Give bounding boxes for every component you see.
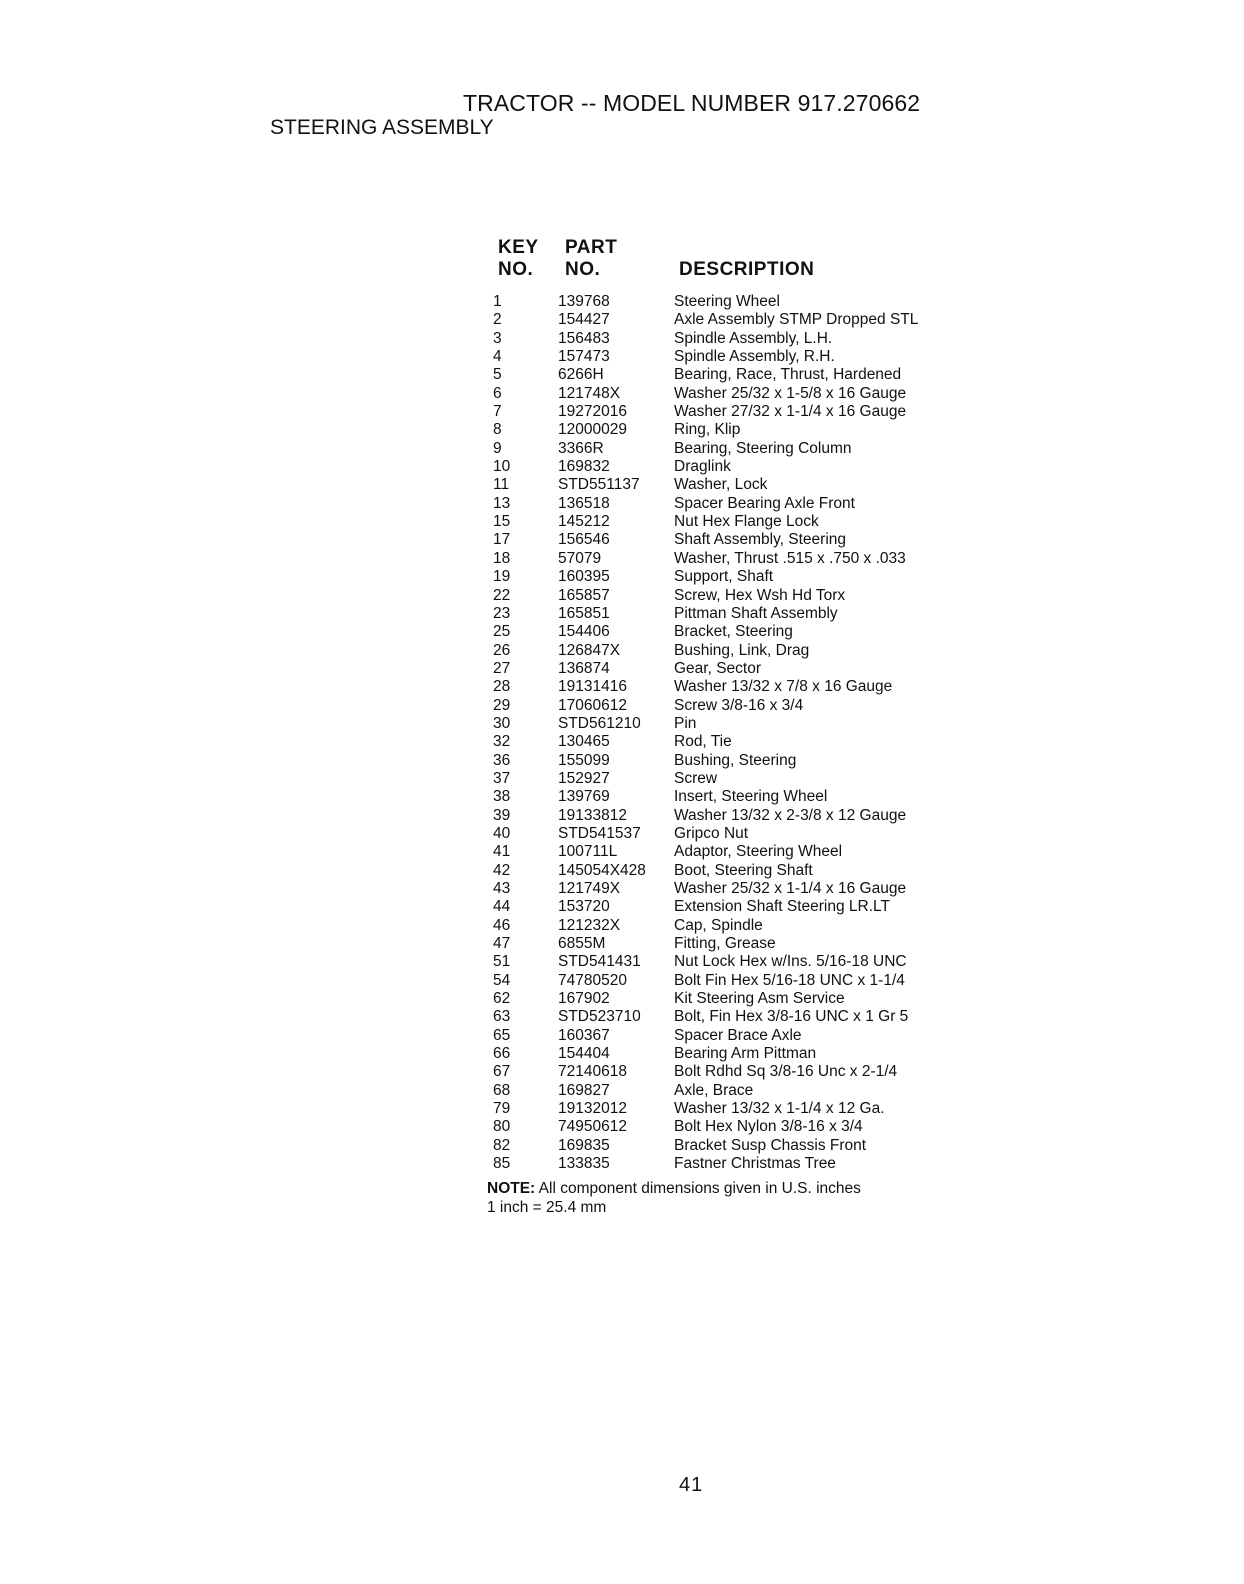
part-description: Washer 13/32 x 7/8 x 16 Gauge xyxy=(674,678,893,696)
table-row xyxy=(493,1082,918,1100)
part-description: Pin xyxy=(674,714,697,732)
part-number: 156546 xyxy=(558,531,610,549)
key-number: 37 xyxy=(493,769,511,787)
part-description: Bearing, Race, Thrust, Hardened xyxy=(674,366,902,384)
note-label: NOTE: xyxy=(487,1180,536,1197)
part-description: Kit Steering Asm Service xyxy=(674,990,845,1008)
section-title: STEERING ASSEMBLY xyxy=(270,116,494,139)
key-number: 13 xyxy=(493,494,511,512)
key-number: 2 xyxy=(493,311,502,329)
table-row xyxy=(493,293,918,311)
part-number: 169827 xyxy=(558,1081,610,1099)
part-number: STD561210 xyxy=(558,714,641,732)
part-number: 154404 xyxy=(558,1045,610,1063)
key-number: 36 xyxy=(493,751,511,769)
part-number: 152927 xyxy=(558,769,610,787)
part-number: 12000029 xyxy=(558,421,627,439)
key-number: 26 xyxy=(493,641,511,659)
table-row xyxy=(493,476,918,494)
part-description: Gripco Nut xyxy=(674,824,749,842)
table-row xyxy=(493,421,918,439)
key-number: 46 xyxy=(493,916,511,934)
page-title: TRACTOR -- MODEL NUMBER 917.270662 xyxy=(463,90,921,116)
table-row xyxy=(493,531,918,549)
key-number: 82 xyxy=(493,1136,511,1154)
column-header-key-line2: NO. xyxy=(498,259,534,280)
key-number: 39 xyxy=(493,806,511,824)
table-row xyxy=(493,1027,918,1045)
part-description: Cap, Spindle xyxy=(674,916,763,934)
key-number: 63 xyxy=(493,1008,511,1026)
table-row xyxy=(493,1008,918,1026)
part-number: 157473 xyxy=(558,348,610,366)
table-row xyxy=(493,788,918,806)
key-number: 28 xyxy=(493,678,511,696)
part-number: 139769 xyxy=(558,788,610,806)
key-number: 9 xyxy=(493,439,502,457)
table-row xyxy=(493,917,918,935)
table-row xyxy=(493,605,918,623)
part-number: 153720 xyxy=(558,898,610,916)
table-row xyxy=(493,458,918,476)
key-number: 3 xyxy=(493,329,502,347)
part-number: 155099 xyxy=(558,751,610,769)
part-number: 72140618 xyxy=(558,1063,627,1081)
table-row xyxy=(493,440,918,458)
key-number: 10 xyxy=(493,458,511,476)
part-description: Bushing, Link, Drag xyxy=(674,641,810,659)
part-number: 167902 xyxy=(558,990,610,1008)
part-description: Washer 25/32 x 1-1/4 x 16 Gauge xyxy=(674,880,907,897)
part-number: STD541537 xyxy=(558,824,641,842)
part-description: Axle, Brace xyxy=(674,1081,754,1099)
part-description: Washer 27/32 x 1-1/4 x 16 Gauge xyxy=(674,403,907,421)
part-number: 169835 xyxy=(558,1136,610,1154)
key-number: 85 xyxy=(493,1155,511,1173)
key-number: 80 xyxy=(493,1118,511,1136)
table-row xyxy=(493,403,918,421)
part-number: 160367 xyxy=(558,1026,610,1044)
table-row xyxy=(493,843,918,861)
part-number: 121232X xyxy=(558,916,621,934)
table-row xyxy=(493,623,918,641)
part-number: STD523710 xyxy=(558,1008,641,1026)
key-number: 17 xyxy=(493,531,511,549)
table-row xyxy=(493,807,918,825)
key-number: 30 xyxy=(493,714,511,732)
key-number: 22 xyxy=(493,586,511,604)
table-row xyxy=(493,366,918,384)
key-number: 66 xyxy=(493,1045,511,1063)
table-row xyxy=(493,1155,918,1173)
part-description: Spindle Assembly, L.H. xyxy=(674,329,833,347)
part-description: Bolt, Fin Hex 3/8-16 UNC x 1 Gr 5 xyxy=(674,1008,909,1026)
part-description: Insert, Steering Wheel xyxy=(674,788,828,806)
part-description: Washer, Lock xyxy=(674,476,768,494)
key-number: 27 xyxy=(493,659,511,677)
page-number: 41 xyxy=(679,1474,704,1496)
part-number: 136874 xyxy=(558,659,610,677)
key-number: 32 xyxy=(493,733,511,751)
part-number: 139768 xyxy=(558,293,610,310)
part-description: Nut Lock Hex w/Ins. 5/16-18 UNC xyxy=(674,953,907,971)
table-row xyxy=(493,733,918,751)
key-number: 19 xyxy=(493,568,511,586)
part-description: Bearing, Steering Column xyxy=(674,439,852,457)
part-description: Axle Assembly STMP Dropped STL xyxy=(674,311,919,329)
part-description: Rod, Tie xyxy=(674,733,732,751)
part-number: 19272016 xyxy=(558,403,627,421)
key-number: 43 xyxy=(493,880,511,897)
part-description: Nut Hex Flange Lock xyxy=(674,513,819,531)
part-description: Shaft Assembly, Steering xyxy=(674,531,847,549)
part-number: 6266H xyxy=(558,366,604,384)
key-number: 18 xyxy=(493,549,511,567)
key-number: 62 xyxy=(493,990,511,1008)
column-header-part-line1: PART xyxy=(565,237,618,258)
table-row xyxy=(493,513,918,531)
part-description: Bearing Arm Pittman xyxy=(674,1045,817,1063)
part-number: 57079 xyxy=(558,549,602,567)
table-row xyxy=(493,550,918,568)
part-description: Screw, Hex Wsh Hd Torx xyxy=(674,586,846,604)
part-description: Extension Shaft Steering LR.LT xyxy=(674,898,890,916)
part-description: Gear, Sector xyxy=(674,659,762,677)
part-number: 145212 xyxy=(558,513,610,531)
note-text: All component dimensions given in U.S. inches xyxy=(538,1180,861,1197)
table-row xyxy=(493,1063,918,1081)
table-row xyxy=(493,935,918,953)
parts-list xyxy=(493,293,918,1174)
key-number: 23 xyxy=(493,604,511,622)
part-description: Adaptor, Steering Wheel xyxy=(674,843,843,861)
table-row xyxy=(493,495,918,513)
key-number: 8 xyxy=(493,421,502,439)
table-row xyxy=(493,678,918,696)
part-number: 145054X428 xyxy=(558,861,646,879)
part-description: Pittman Shaft Assembly xyxy=(674,604,838,622)
table-row xyxy=(493,898,918,916)
part-description: Bolt Fin Hex 5/16-18 UNC x 1-1/4 xyxy=(674,971,905,989)
part-description: Boot, Steering Shaft xyxy=(674,861,813,879)
key-number: 41 xyxy=(493,843,511,861)
part-description: Draglink xyxy=(674,458,731,476)
key-number: 67 xyxy=(493,1063,511,1081)
key-number: 51 xyxy=(493,953,511,971)
table-row xyxy=(493,1118,918,1136)
part-description: Fitting, Grease xyxy=(674,935,776,953)
part-number: 19131416 xyxy=(558,678,627,696)
part-number: 133835 xyxy=(558,1155,610,1173)
table-row xyxy=(493,348,918,366)
part-description: Washer, Thrust .515 x .750 x .033 xyxy=(674,549,906,567)
part-description: Fastner Christmas Tree xyxy=(674,1155,836,1173)
key-number: 40 xyxy=(493,824,511,842)
column-header-key-line1: KEY xyxy=(498,237,539,258)
key-number: 44 xyxy=(493,898,511,916)
part-description: Spindle Assembly, R.H. xyxy=(674,348,835,366)
key-number: 11 xyxy=(493,476,510,494)
part-description: Spacer Brace Axle xyxy=(674,1026,802,1044)
table-row xyxy=(493,715,918,733)
key-number: 42 xyxy=(493,861,511,879)
table-row xyxy=(493,825,918,843)
table-row xyxy=(493,953,918,971)
note xyxy=(487,1180,861,1217)
part-description: Washer 25/32 x 1-5/8 x 16 Gauge xyxy=(674,384,907,402)
table-row xyxy=(493,770,918,788)
table-row xyxy=(493,880,918,898)
key-number: 38 xyxy=(493,788,511,806)
part-number: 74950612 xyxy=(558,1118,627,1136)
part-number: 3366R xyxy=(558,439,604,457)
part-number: 19132012 xyxy=(558,1100,627,1118)
table-row xyxy=(493,330,918,348)
part-number: 6855M xyxy=(558,935,606,953)
table-row xyxy=(493,568,918,586)
part-number: 126847X xyxy=(558,641,621,659)
part-description: Bolt Hex Nylon 3/8-16 x 3/4 xyxy=(674,1118,863,1136)
table-row xyxy=(493,1100,918,1118)
part-number: 169832 xyxy=(558,458,610,476)
part-number: 130465 xyxy=(558,733,610,751)
table-row xyxy=(493,972,918,990)
part-number: 165857 xyxy=(558,586,610,604)
key-number: 29 xyxy=(493,696,511,714)
part-number: 160395 xyxy=(558,568,610,586)
part-number: 121749X xyxy=(558,880,621,897)
part-number: 17060612 xyxy=(558,696,627,714)
part-description: Spacer Bearing Axle Front xyxy=(674,494,855,512)
part-number: 74780520 xyxy=(558,971,627,989)
table-row xyxy=(493,1045,918,1063)
part-description: Ring, Klip xyxy=(674,421,741,439)
part-number: 136518 xyxy=(558,494,610,512)
table-row xyxy=(493,697,918,715)
part-number: 19133812 xyxy=(558,806,627,824)
part-number: 154406 xyxy=(558,623,610,641)
key-number: 15 xyxy=(493,513,511,531)
key-number: 65 xyxy=(493,1026,511,1044)
part-description: Bushing, Steering xyxy=(674,751,797,769)
key-number: 7 xyxy=(493,403,502,421)
part-number: 165851 xyxy=(558,604,610,622)
table-row xyxy=(493,862,918,880)
part-description: Steering Wheel xyxy=(674,293,780,310)
table-row xyxy=(493,642,918,660)
key-number: 5 xyxy=(493,366,502,384)
key-number: 68 xyxy=(493,1081,511,1099)
part-number: 154427 xyxy=(558,311,610,329)
part-number: 121748X xyxy=(558,384,621,402)
key-number: 1 xyxy=(493,293,502,310)
table-row xyxy=(493,1137,918,1155)
column-header-description: DESCRIPTION xyxy=(679,259,815,280)
key-number: 6 xyxy=(493,384,502,402)
part-number: 156483 xyxy=(558,329,610,347)
key-number: 25 xyxy=(493,623,511,641)
note-conversion: 1 inch = 25.4 mm xyxy=(487,1198,607,1216)
table-row xyxy=(493,385,918,403)
part-description: Washer 13/32 x 1-1/4 x 12 Ga. xyxy=(674,1100,885,1118)
key-number: 47 xyxy=(493,935,511,953)
part-description: Bolt Rdhd Sq 3/8-16 Unc x 2-1/4 xyxy=(674,1063,898,1081)
part-number: 100711L xyxy=(558,843,618,861)
table-row xyxy=(493,752,918,770)
table-row xyxy=(493,990,918,1008)
table-row xyxy=(493,587,918,605)
part-description: Support, Shaft xyxy=(674,568,774,586)
key-number: 54 xyxy=(493,971,511,989)
part-number: STD541431 xyxy=(558,953,641,971)
part-description: Bracket, Steering xyxy=(674,623,793,641)
key-number: 4 xyxy=(493,348,502,366)
part-description: Screw xyxy=(674,769,718,787)
column-header-part-line2: NO. xyxy=(565,259,601,280)
key-number: 79 xyxy=(493,1100,511,1118)
table-row xyxy=(493,311,918,329)
part-description: Washer 13/32 x 2-3/8 x 12 Gauge xyxy=(674,806,907,824)
table-row xyxy=(493,660,918,678)
part-number: STD551137 xyxy=(558,476,640,494)
part-description: Screw 3/8-16 x 3/4 xyxy=(674,696,804,714)
part-description: Bracket Susp Chassis Front xyxy=(674,1136,867,1154)
